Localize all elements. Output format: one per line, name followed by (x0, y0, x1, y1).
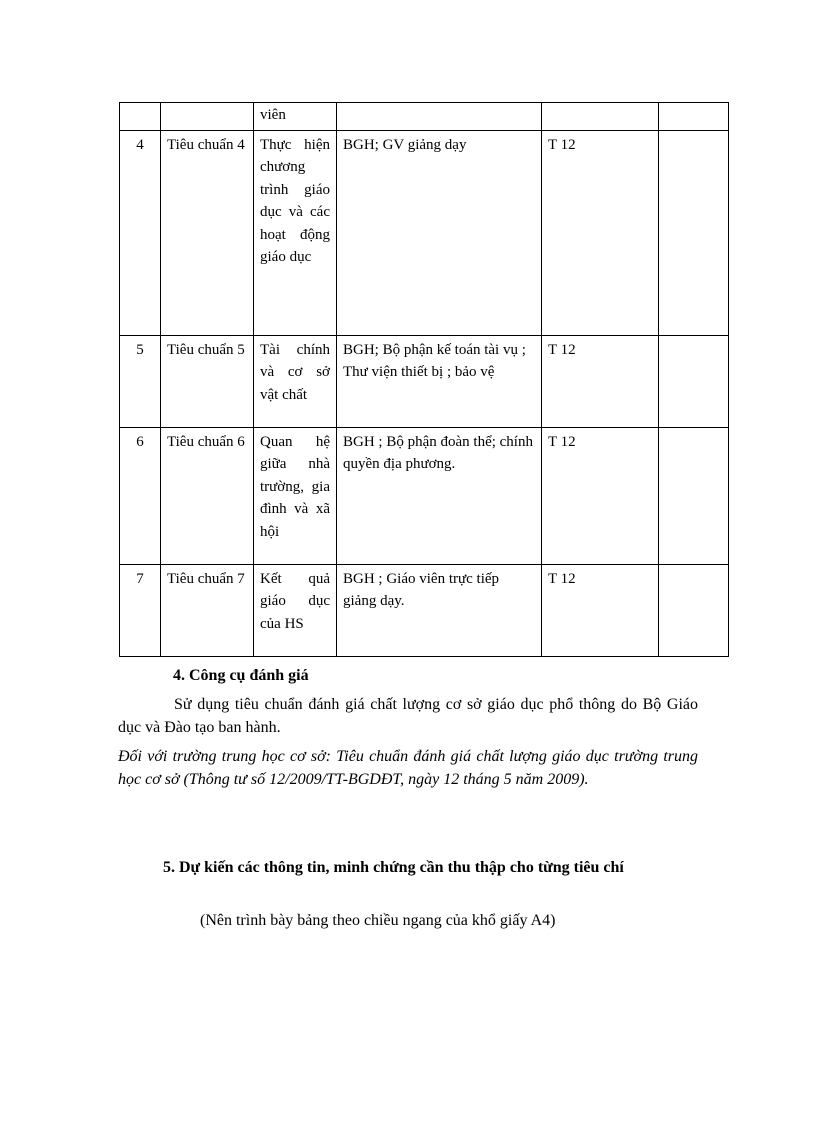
cell-standard: Tiêu chuẩn 4 (161, 130, 254, 335)
section-4-heading: 4. Công cụ đánh giá (173, 667, 309, 684)
cell-no: 6 (120, 427, 161, 564)
table-row (120, 103, 729, 131)
cell-content: Tài chính và cơ sở vật chất (254, 335, 337, 427)
table-row (120, 564, 729, 656)
cell-standard: Tiêu chuẩn 6 (161, 427, 254, 564)
cell-people: BGH ; Bộ phận đoàn thể; chính quyền địa phương. (337, 427, 542, 564)
cell-time (542, 103, 659, 131)
cell-content: Quan hệ giữa nhà trường, gia đình và xã hội (254, 427, 337, 564)
table-row (120, 427, 729, 564)
cell-no: 5 (120, 335, 161, 427)
cell-time: T 12 (542, 130, 659, 335)
cell-no: 4 (120, 130, 161, 335)
cell-time: T 12 (542, 564, 659, 656)
cell-standard: Tiêu chuẩn 7 (161, 564, 254, 656)
section-5-note: (Nên trình bày bảng theo chiều ngang của khổ giấy A4) (200, 912, 556, 929)
cell-time: T 12 (542, 335, 659, 427)
section-4-reference: Đối với trường trung học cơ sở: Tiêu chuẩn đánh giá chất lượng giáo dục trường trung học cơ sở (Thông tư số 12/2009/TT-BGDĐT, ngày 12 tháng 5 năm 2009). (118, 748, 698, 788)
cell-note (659, 103, 729, 131)
cell-note (659, 130, 729, 335)
cell-content: Thực hiện chương trình giáo dục và các hoạt động giáo dục (254, 130, 337, 335)
section-4-paragraph: Sử dụng tiêu chuẩn đánh giá chất lượng cơ sở giáo dục phổ thông do Bộ Giáo dục và Đào tạo ban hành. (118, 696, 698, 736)
cell-no (120, 103, 161, 131)
table-row (120, 130, 729, 335)
table-row (120, 335, 729, 427)
cell-note (659, 427, 729, 564)
cell-people: BGH; Bộ phận kế toán tài vụ ; Thư viện thiết bị ; bảo vệ (337, 335, 542, 427)
cell-time: T 12 (542, 427, 659, 564)
evaluation-plan-table (119, 102, 729, 657)
cell-people (337, 103, 542, 131)
section-5-heading: 5. Dự kiến các thông tin, minh chứng cần thu thập cho từng tiêu chí (163, 859, 624, 876)
cell-note (659, 564, 729, 656)
cell-standard: Tiêu chuẩn 5 (161, 335, 254, 427)
cell-content: Kết quả giáo dục của HS (254, 564, 337, 656)
cell-note (659, 335, 729, 427)
cell-people: BGH; GV giảng dạy (337, 130, 542, 335)
cell-people: BGH ; Giáo viên trực tiếp giảng dạy. (337, 564, 542, 656)
cell-no: 7 (120, 564, 161, 656)
cell-content: viên (254, 103, 337, 131)
cell-standard (161, 103, 254, 131)
